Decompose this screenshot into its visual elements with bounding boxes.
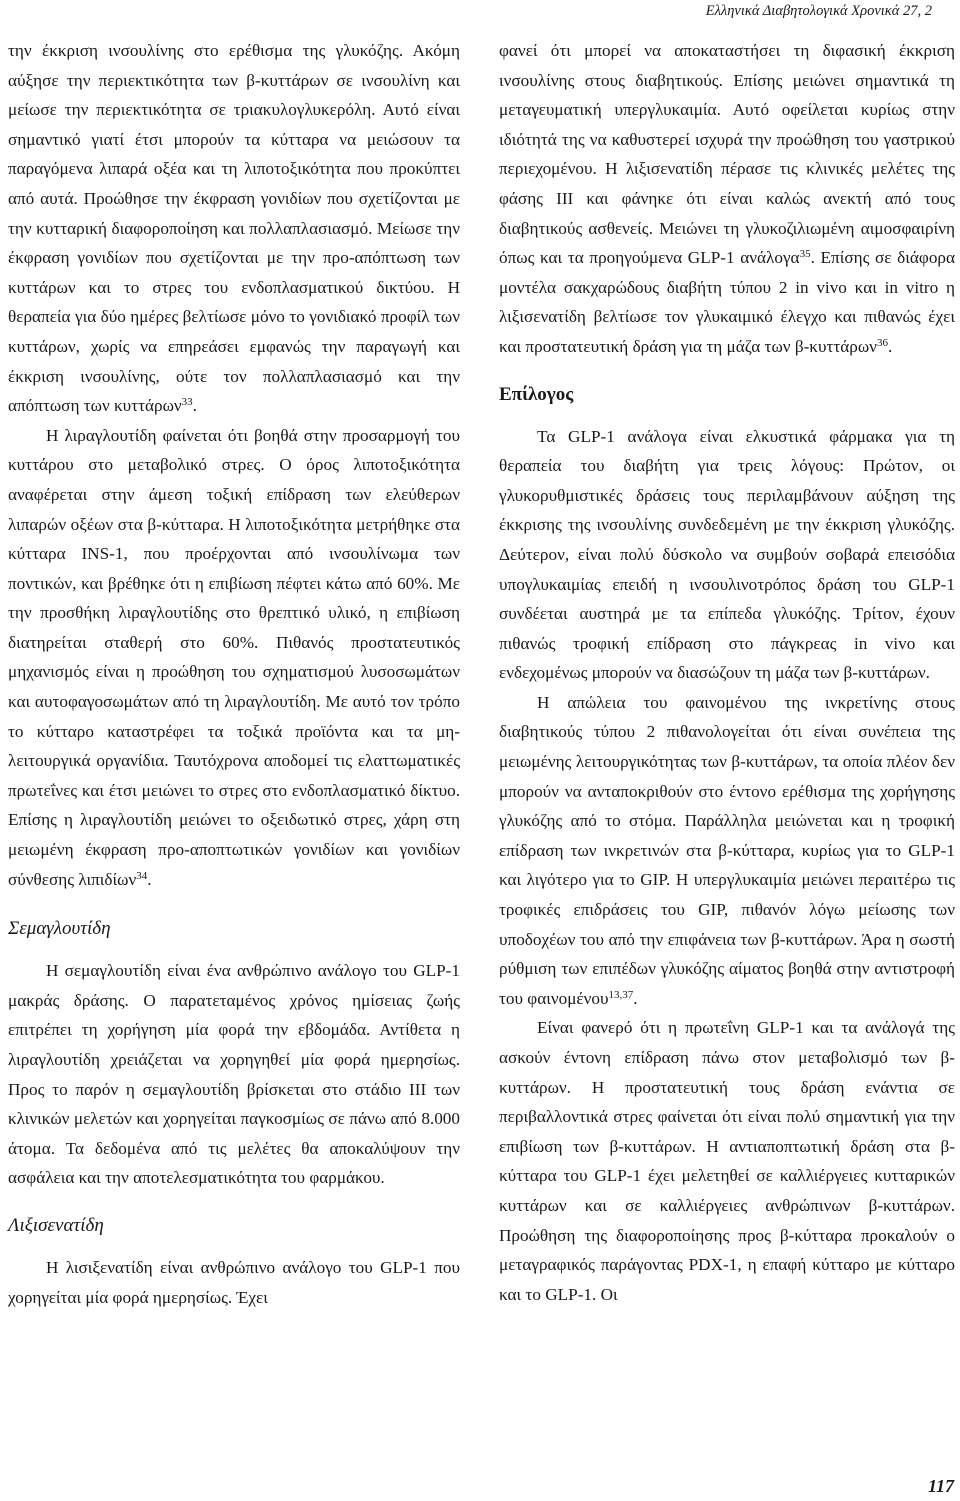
paragraph: Η λιραγλουτίδη φαίνεται ότι βοηθά στην προσαρμογή του κυττάρου στο μεταβολικό στρες. Ο όρος λιποτοξικότητα αναφέρεται στην άμεση τοξική επίδραση των ελεύθερων λιπαρών οξέων στα β-κύτταρα. Η λιποτοξικότητα μετρήθηκε στα κύτταρα INS-1, που προέρχονται από ινσουλίνωμα των ποντικών, και βρέθηκε ότι η επιβίωση πέφτει κάτω από 60%. Με την προσθήκη λιραγλουτίδης στο θρεπτικό υλικό, η επιβίωση διατηρείται σταθερή στο 60%. Πιθανός προστατευτικός μηχανισμός είναι η προώθηση του σχηματισμού λυσοσωμάτων και αυτοφαγοσωμάτων από τη λιραγλουτίδη. Με αυτό τον τρόπο το κύτταρο καταστρέφει τα τοξικά προϊόντα και τα μη-λειτουργικά οργανίδια. Ταυτόχρονα αποδομεί τις ελαττωματικές πρωτεΐνες και έτσι μειώνει το στρες στο ενδοπλασματικό δίκτυο. Επίσης η λιραγλουτίδη μειώνει το οξειδωτικό στρες, χάρη στη μειωμένη έκφραση προ-αποπτωτικών γονιδίων και γονιδίων σύνθεσης λιπιδίων$^{34}$. bbox=[8, 425, 460, 889]
section-heading-lixisenatide: Λιξισενατίδη bbox=[8, 1214, 104, 1236]
section-heading-semaglutide: Σεμαγλουτίδη bbox=[8, 918, 111, 940]
right-column bbox=[499, 36, 955, 1309]
paragraph: Η σεμαγλουτίδη είναι ένα ανθρώπινο ανάλογο του GLP-1 μακράς δράσης. Ο παρατεταμένος χρόνος ημίσειας ζωής επιτρέπει τη χορήγηση μία φορά την εβδομάδα. Αντίθετα η λιραγλουτίδη χρειάζεται να χορηγηθεί μία φορά ημερησίως. Προς το παρόν η σεμαγλουτίδη βρίσκεται στο στάδιο ΙΙΙ των κλινικών μελετών και χορηγείται παγκοσμίως σε πάνω από 8.000 άτομα. Τα δεδομένα από τις μελέτες θα αποκαλύψουν την ασφάλεια και την αποτελεσματικότητα του φαρμάκου. bbox=[8, 961, 460, 1188]
citation: 34 bbox=[136, 869, 148, 882]
paragraph: Είναι φανερό ότι η πρωτεΐνη GLP-1 και τα ανάλογά της ασκούν έντονη επίδραση πάνω στον μεταβολισμό των β-κυττάρων. Η προστατευτική τους δράση ενάντια σε περιβαλλοντικά στρες φαίνεται ότι είναι πολύ σημαντική για την επιβίωση των β-κυττάρων. Η αντιαποπτωτική δράση στα β-κύτταρα του GLP-1 έχει μελετηθεί σε καλλιέργειες κυτταρικών κυττάρων και σε καλλιέργειες ανθρώπινων β-κυττάρων. Προώθηση της διαφοροποίησης προς β-κύτταρα προκαλούν ο μεταγραφικός παράγοντας PDX-1, η επαφή κύτταρο με κύτταρο και το GLP-1. Οι bbox=[499, 1018, 955, 1304]
citation: 13,37 bbox=[608, 988, 634, 1001]
running-header: Ελληνικά Διαβητολογικά Χρονικά 27, 2 bbox=[705, 3, 932, 19]
page-number: 117 bbox=[927, 1476, 954, 1496]
paragraph: φανεί ότι μπορεί να αποκαταστήσει τη διφασική έκκριση ινσουλίνης στους διαβητικούς. Επίσης μειώνει σημαντικά τη μεταγευματική υπεργλυκαιμία. Αυτό οφείλεται κυρίως στην ιδιότητά της να καθυστερεί ισχυρά την προώθηση του γαστρικού περιεχομένου. Η λιξισενατίδη πέρασε τις κλινικές μελέτες της φάσης ΙΙΙ και φάνηκε ότι είναι καλώς ανεκτή από τους διαβητικούς ασθενείς. Μειώνει τη γλυκοζιλιωμένη αιμοσφαιρίνη όπως και τα προηγούμενα GLP-1 ανάλογα$^{35}$. Επίσης σε διάφορα μοντέλα σακχαρώδους διαβήτη τύπου 2 in vivo και in vitro η λιξισενατίδη βελτίωσε τον γλυκαιμικό έλεγχο και πιθανώς έχει και προστατευτική δράση για τη μάζα των β-κυττάρων$^{36}$. bbox=[499, 41, 955, 356]
left-column bbox=[8, 36, 460, 1312]
paragraph: Τα GLP-1 ανάλογα είναι ελκυστικά φάρμακα για τη θεραπεία του διαβήτη για τρεις λόγους: Πρώτον, οι γλυκορυθμιστικές δράσεις τους περιλαμβάνουν αύξηση της έκκρισης της ινσουλίνης συνδεδεμένη με την έκκριση γλυκόζης. Δεύτερον, είναι πολύ δύσκολο να συμβούν σοβαρά επεισόδια υπογλυκαιμίας επειδή η ινσουλινοτρόπος δράση του GLP-1 συνδέεται αυστηρά με τα επίπεδα γλυκόζης. Τρίτον, έχουν πιθανώς τροφική επίδραση στο πάγκρεας in vivo και ενδεχομένως μπορούν να διασώζουν τη μάζα των β-κυττάρων. bbox=[499, 426, 955, 683]
paragraph: την έκκριση ινσουλίνης στο ερέθισμα της γλυκόζης. Ακόμη αύξησε την περιεκτικότητα των β-κυττάρων σε ινσουλίνη και μείωσε την περιεκτικότητα σε τριακυλογλυκερόλη. Αυτό είναι σημαντικό γιατί έτσι μπορούν τα κύτταρα να μειώσουν τα παραγόμενα λιπαρά οξέα και τη λιποτοξικότητα που προκύπτει από αυτά. Προώθησε την έκφραση γονιδίων που σχετίζονται με την κυτταρική διαφοροποίηση και πολλαπλασιασμό. Μείωσε την έκφραση γονιδίων που σχετίζονται με την προ-απόπτωση των κυττάρων και το στρες του ενδοπλασματικού δικτύου. Η θεραπεία για δύο ημέρες βελτίωσε μόνο το γονιδιακό προφίλ των κυττάρων, χωρίς να επηρεάσει εμφανώς την παραγωγή και έκκριση ινσουλίνης, ούτε τον πολλαπλασιασμό και την απόπτωση των κυττάρων$^{33}$. bbox=[8, 41, 460, 416]
citation: 35 bbox=[799, 248, 811, 261]
citation: 33 bbox=[181, 396, 193, 409]
section-heading-epilogue: Επίλογος bbox=[499, 383, 574, 405]
paragraph: Η απώλεια του φαινομένου της ινκρετίνης στους διαβητικούς τύπου 2 πιθανολογείται ότι είναι συνέπεια της μειωμένης λειτουργικότητας των β-κυττάρων, τα οποία πλέον δεν μπορούν να ανταποκριθούν στο έντονο ερέθισμα της χορήγησης γλυκόζης από το στόμα. Παράλληλα μειώνεται και η τροφική επίδραση των ινκρετινών στα β-κύτταρα, κυρίως για το GLP-1 και λιγότερο για το GIP. Η υπεργλυκαιμία μειώνει περαιτέρω τις τροφικές επιδράσεις του GIP, πιθανόν λόγω μείωσης των υποδοχέων του από την επιφάνεια των β-κυττάρων. Άρα η σωστή ρύθμιση των επιπέδων γλυκόζης αίματος βοηθά στην αντιστροφή του φαινομένου$^{13,37}$. bbox=[499, 692, 955, 1008]
citation: 36 bbox=[876, 336, 888, 349]
paragraph: Η λισιξενατίδη είναι ανθρώπινο ανάλογο του GLP-1 που χορηγείται μία φορά ημερησίως. Έχει bbox=[8, 1257, 460, 1307]
